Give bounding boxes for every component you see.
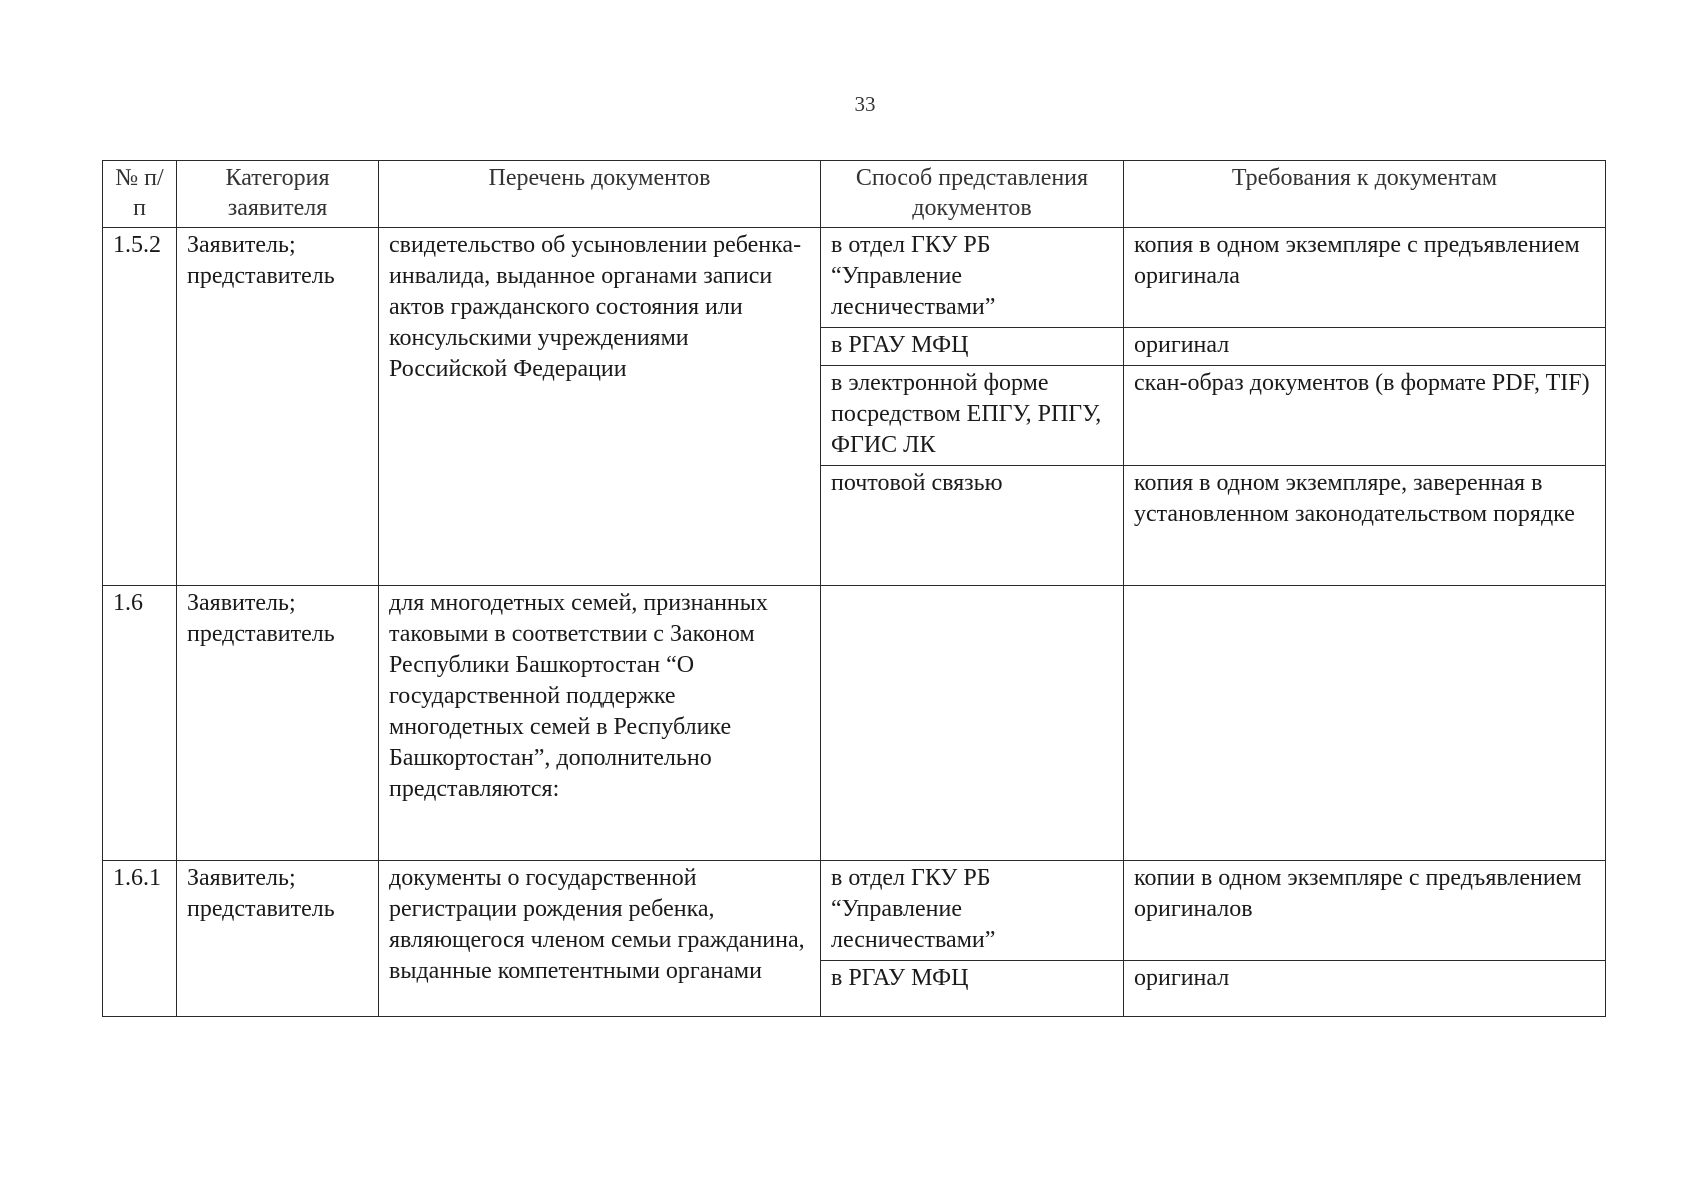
page-number: 33 (854, 92, 876, 116)
header-requirements: Требования к документам (1124, 161, 1606, 228)
row-category: Заявитель; представитель (177, 586, 379, 861)
table-row (103, 861, 1606, 961)
row-method: в РГАУ МФЦ (821, 328, 1124, 366)
row-category: Заявитель; представитель (177, 861, 379, 1017)
row-requirement: оригинал (1124, 328, 1606, 366)
row-requirement: копии в одном экземпляре с предъявлением оригиналов (1124, 861, 1606, 961)
header-category: Категория заявителя (177, 161, 379, 228)
row-number: 1.6.1 (103, 861, 177, 1017)
table-header-row (103, 161, 1606, 228)
row-documents: документы о государственной регистрации рождения ребенка, являющегося членом семьи гражданина, выданные компетентными органами (379, 861, 821, 1017)
row-requirement: оригинал (1124, 961, 1606, 1017)
row-documents: свидетельство об усыновлении ребенка-инвалида, выданное органами записи актов гражданского состояния или консульскими учреждениями Российской Федерации (379, 228, 821, 586)
row-method: в РГАУ МФЦ (821, 961, 1124, 1017)
row-method: почтовой связью (821, 466, 1124, 586)
documents-table (102, 160, 1606, 1017)
row-method: в электронной форме посредством ЕПГУ, РПГУ, ФГИС ЛК (821, 366, 1124, 466)
header-method: Способ представления документов (821, 161, 1124, 228)
row-number: 1.5.2 (103, 228, 177, 586)
table-row (103, 586, 1606, 861)
row-method: в отдел ГКУ РБ “Управление лесничествами” (821, 228, 1124, 328)
row-requirement: скан-образ документов (в формате PDF, TIF) (1124, 366, 1606, 466)
row-number: 1.6 (103, 586, 177, 861)
row-requirement: копия в одном экземпляре с предъявлением оригинала (1124, 228, 1606, 328)
row-method: в отдел ГКУ РБ “Управление лесничествами” (821, 861, 1124, 961)
row-requirement (1124, 586, 1606, 861)
header-documents: Перечень документов (379, 161, 821, 228)
row-category: Заявитель; представитель (177, 228, 379, 586)
row-method (821, 586, 1124, 861)
row-requirement: копия в одном экземпляре, заверенная в установленном законодательством порядке (1124, 466, 1606, 586)
header-num: № п/п (103, 161, 177, 228)
row-documents: для многодетных семей, признанных таковыми в соответствии с Законом Республики Башкортостан “О государственной поддержке многодетных семей в Республике Башкортостан”, дополнительно представляются: (379, 586, 821, 861)
table-row (103, 228, 1606, 328)
